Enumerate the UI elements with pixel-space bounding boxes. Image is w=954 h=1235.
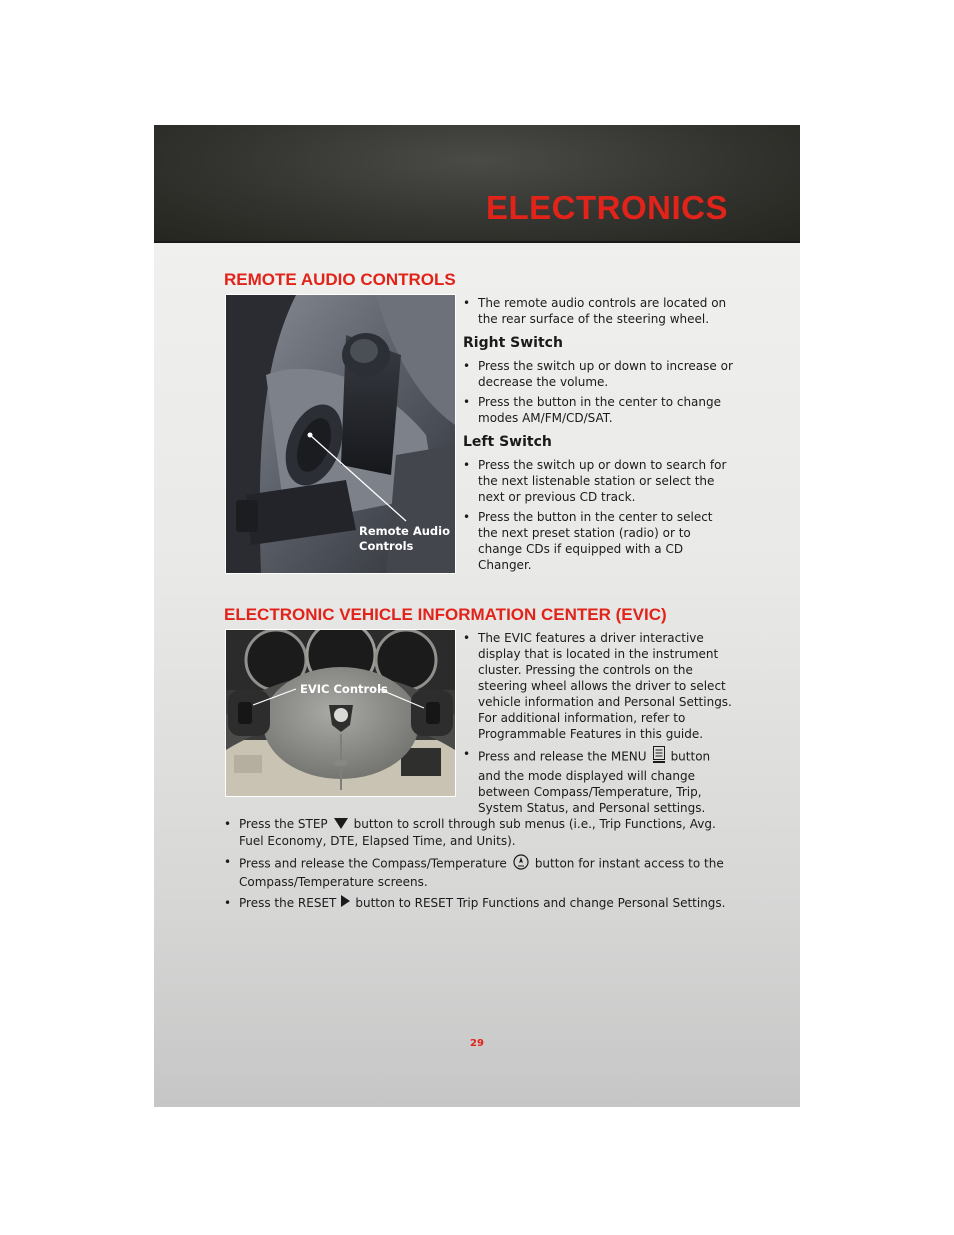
evic-buttons-list xyxy=(224,816,734,915)
page-number: 29 xyxy=(470,1038,484,1049)
manual-page xyxy=(154,125,800,1107)
compass-text-before: Press and release the Compass/Temperature xyxy=(239,856,507,870)
left-switch-heading: Left Switch xyxy=(463,434,552,450)
evic-heading: ELECTRONIC VEHICLE INFORMATION CENTER (EVIC) xyxy=(224,605,667,624)
list-item: • Press the switch up or down to search for the next listenable station or select the next or previous CD track. xyxy=(463,457,733,505)
menu-icon xyxy=(653,746,665,768)
header-band xyxy=(154,125,800,243)
compass-icon xyxy=(513,854,529,874)
reset-arrow-icon xyxy=(341,895,350,911)
steering-wheel-illustration xyxy=(226,630,455,796)
reset-text-before: Press the RESET xyxy=(239,895,337,910)
menu-text-before: Press and release the MENU xyxy=(478,749,647,764)
remote-audio-intro-list xyxy=(463,295,733,331)
remote-audio-photo xyxy=(225,294,456,574)
step-down-arrow-icon xyxy=(334,817,348,833)
list-item: • Press the button in the center to select the next preset station (radio) or to change CDs if equipped with a CD Changer. xyxy=(463,509,733,573)
list-item: • The remote audio controls are located on the rear surface of the steering wheel. xyxy=(463,295,733,327)
menu-text-after: button and the mode displayed will change between Compass/Temperature, Trip, System Status, and Personal settings. xyxy=(478,749,711,815)
evic-list xyxy=(463,630,736,820)
evic-photo xyxy=(225,629,456,797)
steering-column-illustration xyxy=(226,295,455,573)
evic-controls-label: EVIC Controls xyxy=(300,682,388,696)
remote-audio-label-line2: Controls xyxy=(359,539,414,553)
list-item-reset xyxy=(224,895,734,912)
left-switch-list xyxy=(463,457,733,577)
list-item: • Press the switch up or down to increase or decrease the volume. xyxy=(463,358,733,390)
right-switch-list xyxy=(463,358,733,430)
remote-audio-label-line1: Remote Audio xyxy=(359,524,451,538)
list-item: • Press the button in the center to change modes AM/FM/CD/SAT. xyxy=(463,394,733,426)
list-item-compass xyxy=(224,854,734,890)
compass-text-after: button for instant access to the Compass/Temperature screens. xyxy=(239,856,724,889)
step-text-before: Press the STEP xyxy=(239,817,328,831)
step-text-after: button to scroll through sub menus (i.e., Trip Functions, Avg. Fuel Economy, DTE, Elapsed Time, and Units). xyxy=(239,817,716,848)
remote-audio-heading: REMOTE AUDIO CONTROLS xyxy=(224,270,456,289)
list-item: • The EVIC features a driver interactive display that is located in the instrument cluster. Pressing the controls on the steering wheel allows the driver to select vehicle information and Personal Settings. For additional information, refer to Programmable Features in this guide. xyxy=(463,630,736,742)
right-switch-heading: Right Switch xyxy=(463,335,563,351)
list-item-step xyxy=(224,816,734,849)
page-title: ELECTRONICS xyxy=(485,189,728,226)
list-item-menu xyxy=(463,746,736,816)
reset-text-after: button to RESET Trip Functions and change Personal Settings. xyxy=(355,895,726,910)
